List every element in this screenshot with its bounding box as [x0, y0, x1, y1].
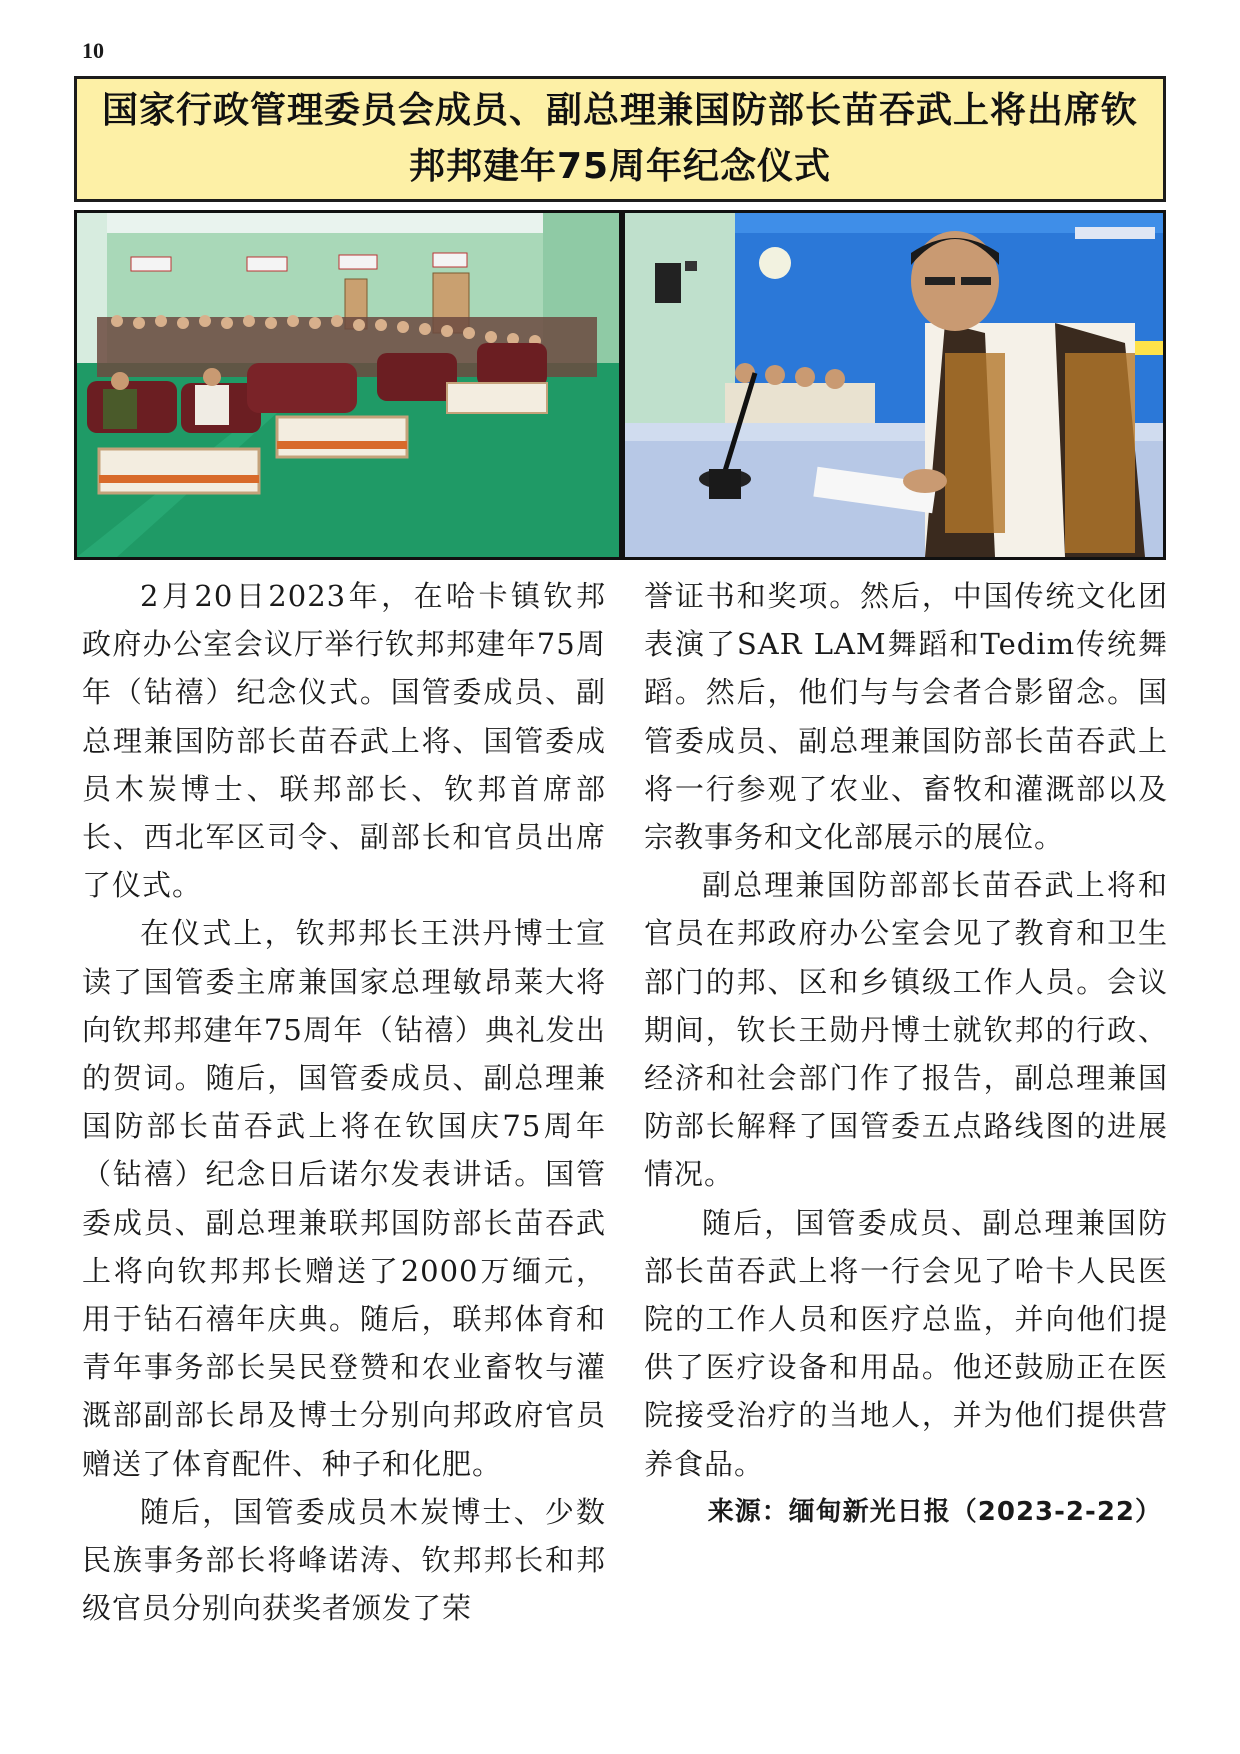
speaker-illustration [625, 213, 1163, 557]
article-paragraph: 副总理兼国防部部长苗吞武上将和官员在邦政府办公室会见了教育和卫生部门的邦、区和乡镇级工作人员。会议期间，钦长王勋丹博士就钦邦的行政、经济和社会部门作了报告，副总理兼国防部长解释了国管委五点路线图的进展情况。 [644, 868, 1168, 1192]
headline-line-1: 国家行政管理委员会成员、副总理兼国防部长苗吞武上将出席钦 [101, 90, 1138, 131]
article-paragraph: 随后，国管委成员、副总理兼国防部长苗吞武上将一行会见了哈卡人民医院的工作人员和医疗总监，并向他们提供了医疗设备和用品。他还鼓励正在医院接受治疗的当地人，并为他们提供营养食品。 [644, 1205, 1168, 1481]
article-paragraph: 随后，国管委成员木炭博士、少数民族事务部长将峰诺涛、钦邦邦长和邦级官员分别向获奖者颁发了荣 [82, 1494, 606, 1626]
meeting-hall-photo [74, 210, 622, 560]
article-column-right [644, 572, 1168, 1536]
article-column-left [82, 572, 606, 1632]
article-source: 来源：缅甸新光日报（2023-2-22） [707, 1496, 1162, 1527]
article-paragraph-continued: 誉证书和奖项。然后，中国传统文化团表演了SAR LAM舞蹈和Tedim传统舞蹈。然后，他们与与会者合影留念。国管委成员、副总理兼国防部长苗吞武上将一行参观了农业、畜牧和灌溉部以及宗教事务和文化部展示的展位。 [644, 579, 1168, 855]
headline-title [102, 83, 1138, 195]
headline-line-2: 邦邦建年75周年纪念仪式 [408, 146, 832, 187]
meeting-hall-illustration [77, 213, 619, 557]
headline-box [74, 76, 1166, 202]
page-number: 10 [82, 38, 104, 63]
speaker-photo [622, 210, 1166, 560]
article-paragraph: 2月20日2023年，在哈卡镇钦邦政府办公室会议厅举行钦邦邦建年75周年（钻禧）纪念仪式。国管委成员、副总理兼国防部长苗吞武上将、国管委成员木炭博士、联邦部长、钦邦首席部长、西北军区司令、副部长和官员出席了仪式。 [82, 579, 606, 903]
article-paragraph: 在仪式上，钦邦邦长王洪丹博士宣读了国管委主席兼国家总理敏昂莱大将向钦邦邦建年75周年（钻禧）典礼发出的贺词。随后，国管委成员、副总理兼国防部长苗吞武上将在钦国庆75周年（钻禧）纪念日后诺尔发表讲话。国管委成员、副总理兼联邦国防部长苗吞武上将向钦邦邦长赠送了2000万缅元，用于钻石禧年庆典。随后，联邦体育和青年事务部长吴民登赞和农业畜牧与灌溉部副部长昂及博士分别向邦政府官员赠送了体育配件、种子和化肥。 [82, 916, 606, 1481]
